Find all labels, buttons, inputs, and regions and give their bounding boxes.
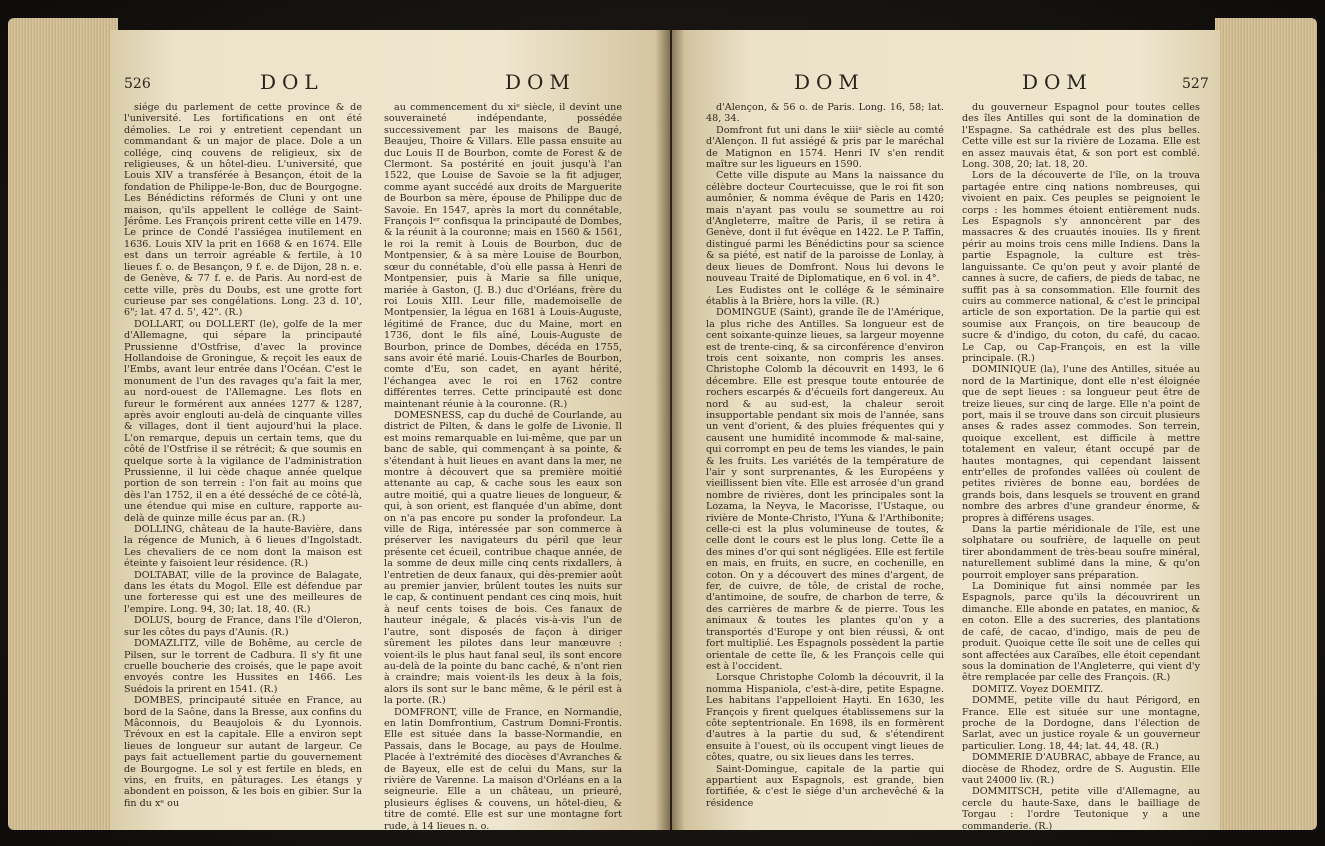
paragraph: DOLLING, château de la haute-Bavière, dans la régence de Munich, à 6 lieues d'Ingolstadt. Les chevaliers de ce nom dont la maison est éteinte y faisoient leur résidence. (R.) xyxy=(124,524,362,570)
book-gutter xyxy=(655,30,685,830)
paragraph: La Dominique fut ainsi nommée par les Espagnols, parce qu'ils la découvrirent un dimanche. Elle abonde en patates, en manioc, & en coton. Elle a des sucreries, des plantations de café, de cacao, d'indigo, mais de peu de produit. Quoique cette île soit une de celles qui sont affectées aux Caraïbes, elle étoit cependant sous la domination de l'Angleterre, qui vient d'y être remplacée par celle des François. (R.) xyxy=(962,581,1200,684)
paragraph: DOMINGUE (Saint), grande île de l'Amérique, la plus riche des Antilles. Sa longueur est de cent soixante-quinze lieues, sa largeur moyenne est de trente-cinq, & sa circonférence d'environ trois cent soixante, non compris les anses. Christophe Colomb la découvrit en 1493, le 6 décembre. Elle est presque toute entourée de rochers escarpés & d'écueils fort dangereux. Au nord & au sud-est, la chaleur seroit insupportable pendant six mois de l'année, sans un vent d'orient, & des pluies fréquentes qui y causent une humidité incommode & mal-saine, qui corrompt en peu de tems les viandes, le pain & les fruits. Les variétés de la température de l'air y sont surprenantes, & les Européens y vieillissent bien vîte. Elle est arrosée d'un grand nombre de rivières, dont les principales sont la Lozama, la Neyva, le Macorisse, l'Ustaque, ou rivière de Monte-Christo, l'Yuna & l'Arthibonite; celle-ci est la plus volumineuse de toutes, & celle dont le cours est le plus long. Cette île a des mines d'or qui sont négligées. Elle est fertile en mais, en fruits, en sucre, en cochenille, en coton. On y a découvert des mines d'argent, de fer, de cuivre, de tôle, de cristal de roche, d'antimoine, de soufre, de charbon de terre, & des carrières de marbre & de pierre. Tous les animaux & toutes les plantes qu'on y a transportés d'Europe y ont bien réussi, & ont fort multiplié. Les Espagnols possèdent la partie orientale de cette île, & les François celle qui est à l'occident. xyxy=(706,307,944,672)
page-number: 526 xyxy=(124,76,151,92)
paragraph: DOMBES, principauté située en France, au bord de la Saône, dans la Bresse, aux confins du Mâconnois, du Beaujolois & du Lyonnois. Trévoux en est la capitale. Elle a environ sept lieues de longueur sur autant de largeur. Ce pays fait actuellement partie du gouvernement de Bourgogne. Le sol y est fertile en bleds, en vins, en fruits, en pâturages. Les étangs y abondent en poisson, & les bois en gibier. Sur la fin du xᵉ ou xyxy=(124,695,362,809)
paragraph: Dans la partie méridionale de l'île, est une solphatare ou soufrière, de laquelle on peut tirer abondamment de très-beau soufre minéral, naturellement sublimé dans la mine, & qu'on pourroit employer sans préparation. xyxy=(962,524,1200,581)
left-page-edges xyxy=(8,18,118,830)
paragraph: DOLLART, ou DOLLERT (le), golfe de la mer d'Allemagne, qui sépare la principauté Prussienne d'Ostfrise, d'avec la province Hollandoise de Groningue, & reçoit les eaux de l'Embs, avant leur entrée dans l'Océan. C'est le monument de l'un des ravages qu'a fait la mer, au nord-ouest de l'Allemagne. Les flots en fureur le formérent aux années 1277 & 1287, après avoir englouti au-delà de cinquante villes & villages, dont il tient aujourd'hui la place. L'on remarque, depuis un certain tems, que du côté de l'Ostfrise il se rétrécit; & que soumis en quelque sorte à la vigilance de l'administration Prussienne, il lui cède chaque année quelque portion de son terrein : l'on fait au moins que dès l'an 1752, il en a été desséché de ce côté-là, une étendue qui mise en culture, rapporte au-delà de quinze mille écus par an. (R.) xyxy=(124,318,362,524)
paragraph: Lors de la découverte de l'île, on la trouva partagée entre cinq nations nombreuses, qui vivoient en paix. Ces peuples se peignoient le corps : les hommes étoient entièrement nuds. Les Espagnols s'y annoncèrent par des massacres & des cruautés inouies. Ils y firent périr au moins trois cens mille Indiens. Dans la partie Espagnole, la culture est très-languissante. Ce qu'on peut y avoir planté de cannes à sucre, de cafiers, de pieds de tabac, ne suffit pas à sa consommation. Elle fournit des cuirs au commerce national, & c'est le principal article de son exportation. De la partie qui est soumise aux François, on tire beaucoup de sucre & d'indigo, du coton, du café, du cacao. Le Cap, ou Cap-François, en est la ville principale. (R.) xyxy=(962,170,1200,364)
right-page-edges xyxy=(1215,18,1317,830)
text-column-2 xyxy=(962,102,1200,830)
text-column-2 xyxy=(384,102,622,830)
page-number: 527 xyxy=(1182,76,1209,92)
paragraph: DOMESNESS, cap du duché de Courlande, au district de Pilten, & dans le golfe de Livonie. Il est moins remarquable en lui-même, que par un banc de sable, qui commençant à sa pointe, & s'étendant à huit lieues en avant dans la mer, ne montre à découvert que sa première moitié attenante au cap, & cache sous les eaux son autre moitié, qui a quatre lieues de longueur, & qui, à son orient, est flanquée d'un abîme, dont on n'a pas encore pu sonder la profondeur. La ville de Riga, intéressée par son commerce à préserver les navigateurs du péril que leur présente cet écueil, contribue chaque année, de la somme de deux mille cinq cents rixdallers, à l'entretien de deux fanaux, qui dès-premier août au premier janvier, brûlent toutes les nuits sur le cap, & continuent pendant ces cinq mois, huit à neuf cents toises de bois. Ces fanaux de hauteur inégale, & placés vis-à-vis l'un de l'autre, sont disposés de façon à diriger sûrement les pilotes dans leur manœuvre : voient-ils le plus haut fanal seul, ils sont encore au-delà de la pointe du banc caché, & n'ont rien à craindre; mais voient-ils les deux à la fois, alors ils sont sur le banc même, & le péril est à la porte. (R.) xyxy=(384,409,622,707)
paragraph: DOLTABAT, ville de la province de Balagate, dans les états du Mogol. Elle est défendue par une forteresse qui est une des meilleures de l'empire. Long. 94, 30; lat. 18, 40. (R.) xyxy=(124,569,362,615)
running-header-left: DOM xyxy=(794,70,865,94)
running-header-right: DOM xyxy=(1022,70,1093,94)
running-header-left: DOL xyxy=(260,70,324,94)
paragraph: du gouverneur Espagnol pour toutes celles des îles Antilles qui sont de la domination de l'Espagne. Sa cathédrale est des plus belles. Cette ville est sur la rivière de Lozama. Elle est en assez mauvais état, & son port est comblé. Long. 308, 20; lat. 18, 20. xyxy=(962,102,1200,171)
text-column-1 xyxy=(124,102,362,830)
paragraph: DOMMERIE D'AUBRAC, abbaye de France, au diocèse de Rhodez, ordre de S. Augustin. Elle vaut 24000 liv. (R.) xyxy=(962,752,1200,786)
paragraph: DOMAZLITZ, ville de Bohême, au cercle de Pilsen, sur le torrent de Cadbura. Il s'y fit une cruelle boucherie des croisés, que le pape avoit envoyés contre les Hussites en 1466. Les Suédois la prirent en 1541. (R.) xyxy=(124,638,362,695)
paragraph: DOMITZ. Voyez DOEMITZ. xyxy=(972,683,1104,695)
paragraph: Domfront fut uni dans le xiiiᵉ siècle au comté d'Alençon. Il fut assiégé & pris par le maréchal de Matignon en 1574. Henri IV s'en rendit maître sur les ligueurs en 1590. xyxy=(706,124,944,171)
paragraph: d'Alençon, & 56 o. de Paris. Long. 16, 58; lat. 48, 34. xyxy=(706,102,944,125)
paragraph: au commencement du xiᵉ siècle, il devint une souveraineté indépendante, possédée successivement par les maisons de Baugé, Beaujeu, Thoire & Villars. Elle passa ensuite au duc Louis II de Bourbon, comte de Forest & de Clermont. Sa postérité en jouit jusqu'à l'an 1522, que Louise de Savoie se la fit adjuger, comme ayant succédé aux droits de Marguerite de Bourbon sa mère, épouse de Philippe duc de Savoie. En 1547, après la mort du connétable, François Iᵉʳ confisqua la principauté de Dombes, & la réunit à la couronne; mais en 1560 & 1561, le roi la remit à Louis de Bourbon, duc de Montpensier, & à sa mère Louise de Bourbon, sœur du connétable, d'où elle passa à Henri de Montpensier, puis à Marie sa fille unique, mariée à Gaston, (J. B.) duc d'Orléans, frère du roi Louis XIII. Leur fille, mademoiselle de Montpensier, la légua en 1681 à Louis-Auguste, légitimé de France, duc du Maine, mort en 1736, dont le fils aîné, Louis-Auguste de Bourbon, prince de Dombes, décéda en 1755, sans avoir été marié. Louis-Charles de Bourbon, comte d'Eu, son cadet, en ayant hérité, l'échangea avec le roi en 1762 contre différentes terres. Cette principauté est donc maintenant réunie à la couronne. (R.) xyxy=(384,102,622,410)
paragraph: Cette ville dispute au Mans la naissance du célèbre docteur Courtecuisse, que le roi fit son aumônier, & nomma évêque de Paris en 1420; mais n'ayant pas voulu se soumettre au roi d'Angleterre, maître de Paris, il se retira à Genève, dont il fut évêque en 1422. Le P. Taffin, distingué parmi les Bénédictins pour sa science & sa piété, est natif de la paroisse de Lonlay, à deux lieues de Domfront. Nous lui devons le nouveau Traité de Diplomatique, en 6 vol. in 4°. xyxy=(706,170,944,285)
paragraph: DOMFRONT, ville de France, en Normandie, en latin Domfrontium, Castrum Domni-Frontis. Elle est située dans la basse-Normandie, en Passais, dans le Bocage, au pays de Houlme. Placée à l'extrémité des diocèses d'Avranches & de Bayeux, elle est de celui du Mans, sur la rivière de Varenne. La maison d'Orléans en a la seigneurie. Elle a un château, un prieuré, plusieurs églises & couvens, un hôtel-dieu, & titre de comté. Elle est sur une montagne fort rude, à 14 lieues n. o. xyxy=(384,706,622,830)
text-column-1 xyxy=(706,102,944,830)
right-page xyxy=(672,30,1220,830)
paragraph: DOMME, petite ville du haut Périgord, en France. Elle est située sur une montagne, proche de la Dordogne, dans l'élection de Sarlat, avec un justice royale & un gouverneur particulier. Long. 18, 44; lat. 44, 48. (R.) xyxy=(962,695,1200,752)
left-page xyxy=(110,30,670,830)
paragraph: Les Eudistes ont le collége & le séminaire établis à la Brière, hors la ville. (R.) xyxy=(706,284,944,307)
paragraph: DOMMITSCH, petite ville d'Allemagne, au cercle du haute-Saxe, dans le bailliage de Torgau : l'ordre Teutonique y a une commanderie. (R.) xyxy=(962,786,1200,830)
paragraph: DOLUS, bourg de France, dans l'île d'Oleron, sur les côtes du pays d'Aunis. (R.) xyxy=(124,615,362,638)
paragraph: siége du parlement de cette province & de l'université. Les fortifications en ont été démolies. Le roi y entretient cependant un commandant & un major de place. Dole a un collége, cinq couvens de religieux, six de religieuses, & un hôtel-dieu. L'université, que Louis XIV a transférée à Besançon, étoit de la fondation de Philippe-le-Bon, duc de Bourgogne. Les Bénédictins réformés de Cluni y ont une maison, qu'ils appellent le collége de Saint-Jérôme. Les François prirent cette ville en 1479. Le prince de Condé l'assiégea inutilement en 1636. Louis XIV la prit en 1668 & en 1674. Elle est dans un terroir agréable & fertile, à 10 lieues f. o. de Besançon, 9 f. e. de Dijon, 28 n. e. de Genève, & 77 f. e. de Paris. Au nord-est de cette ville, près du Doubs, est une grotte fort curieuse par ses congélations. Long. 23 d. 10', 6"; lat. 47 d. 5', 42". (R.) xyxy=(124,102,362,319)
paragraph: Lorsque Christophe Colomb la découvrit, il la nomma Hispaniola, c'est-à-dire, petite Espagne. Les habitans l'appelloient Hayti. En 1630, les François y firent quelques établissemens sur la côte septentrionale. En 1698, ils en formèrent d'autres à la partie du sud, & s'étendirent ensuite à l'ouest, où ils occupent vingt lieues de côtes, quatre, ou six lieues dans les terres. xyxy=(706,672,944,764)
paragraph: DOMINIQUE (la), l'une des Antilles, située au nord de la Martinique, dont elle n'est éloignée que de sept lieues : sa longueur peut être de treize lieues, sur cinq de large. Elle n'a point de port, mais il se trouve dans son circuit plusieurs anses & rades assez commodes. Son terrein, quoique excellent, est difficile à mettre totalement en valeur, étant occupé par de hautes montagnes, qui cependant laissent entr'elles de profondes vallées où coulent de petites rivières de bonne eau, bordées de grands bois, dans lesquels se trouvent en grand nombre des arbres d'une grandeur énorme, & propres à différens usages. xyxy=(962,364,1200,524)
running-header-right: DOM xyxy=(505,70,576,94)
paragraph: Saint-Domingue, capitale de la partie qui appartient aux Espagnols, est grande, bien fortifiée, & c'est le siége d'un archevêché & la résidence xyxy=(706,763,944,809)
